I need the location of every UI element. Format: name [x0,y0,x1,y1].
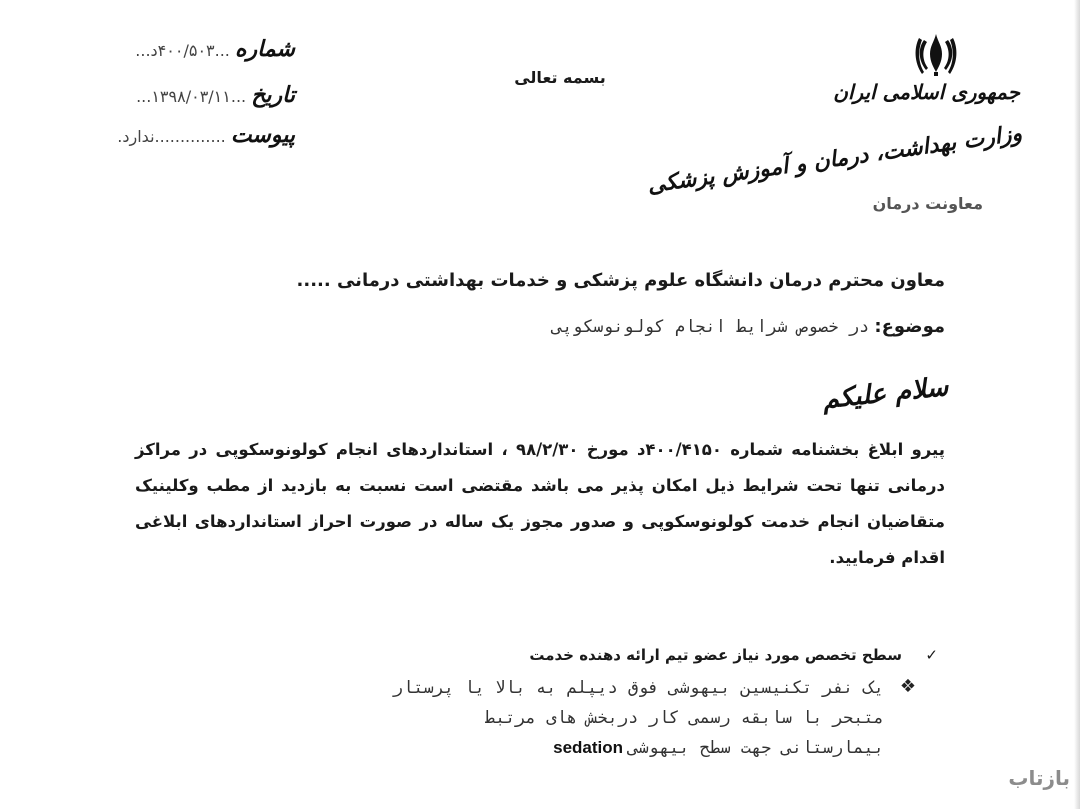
bismillah-heading: بسمه تعالی [514,68,606,87]
letter-attachment-value: ..............ندارد. [117,127,226,146]
iran-emblem-icon [912,30,960,78]
letter-subject [552,316,945,337]
site-watermark: بازتاب [1008,766,1070,790]
department-label: معاونت درمان [872,194,983,213]
bullet-line-2: متبحر با سابقه رسمی کار دربخش های مرتبط [484,708,884,728]
org-line-1: جمهوری اسلامی ایران [833,80,1020,104]
letter-number-label: شماره [234,36,295,62]
letter-addressee: معاون محترم درمان دانشگاه علوم پزشکی و خدمات بهداشتی درمانی ..... [296,270,945,291]
bullet-line-3 [553,738,884,758]
bullet-line-1: یک نفر تکنیسین بیهوشی فوق دیپلم به بالا یا پرستار [392,678,884,698]
sedation-term: sedation [553,738,624,757]
org-line-2: وزارت بهداشت، درمان و آموزش پزشکی [646,120,1024,199]
letter-number-row [135,36,295,62]
letter-date-label: تاریخ [251,82,295,108]
list-heading-text: سطح تخصص مورد نیاز عضو تیم ارائه دهنده خدمت [529,646,902,664]
letter-number-value: ...۴۰۰/۵۰۳د... [135,41,230,60]
body-paragraph: پیرو ابلاغ بخشنامه شماره ۴۰۰/۴۱۵۰د مورخ ۹۸/۲/۳۰ ، استانداردهای انجام کولونوسکوپی در مراکز درمانی تنها تحت شرایط ذیل امکان پذیر می باشد مقتضی است نسبت به بازدید از مطب وکلینیک متقاضیان انجام خدمت کولونوسکوپی و صدور مجوز یک ساله در صورت احراز استانداردهای ابلاغی اقدام فرمایید. [135,440,945,567]
greeting: سلام علیکم [821,372,950,416]
letter-date-value: ...۱۳۹۸/۰۳/۱۱... [136,87,247,106]
check-icon: ✓ [925,646,938,664]
subject-text: در خصوص شرایط انجام کولونوسکوپی [552,317,870,337]
bullet-line-3-text: بیمارستانی جهت سطح بیهوشی [628,738,884,758]
bullet-icon: ❖ [899,676,916,697]
subject-label: موضوع: [874,316,945,337]
scan-edge [1074,0,1080,809]
letter-attachment-label: پیوست [230,122,295,148]
list-heading [529,646,938,664]
letter-attachment-row [117,122,295,148]
